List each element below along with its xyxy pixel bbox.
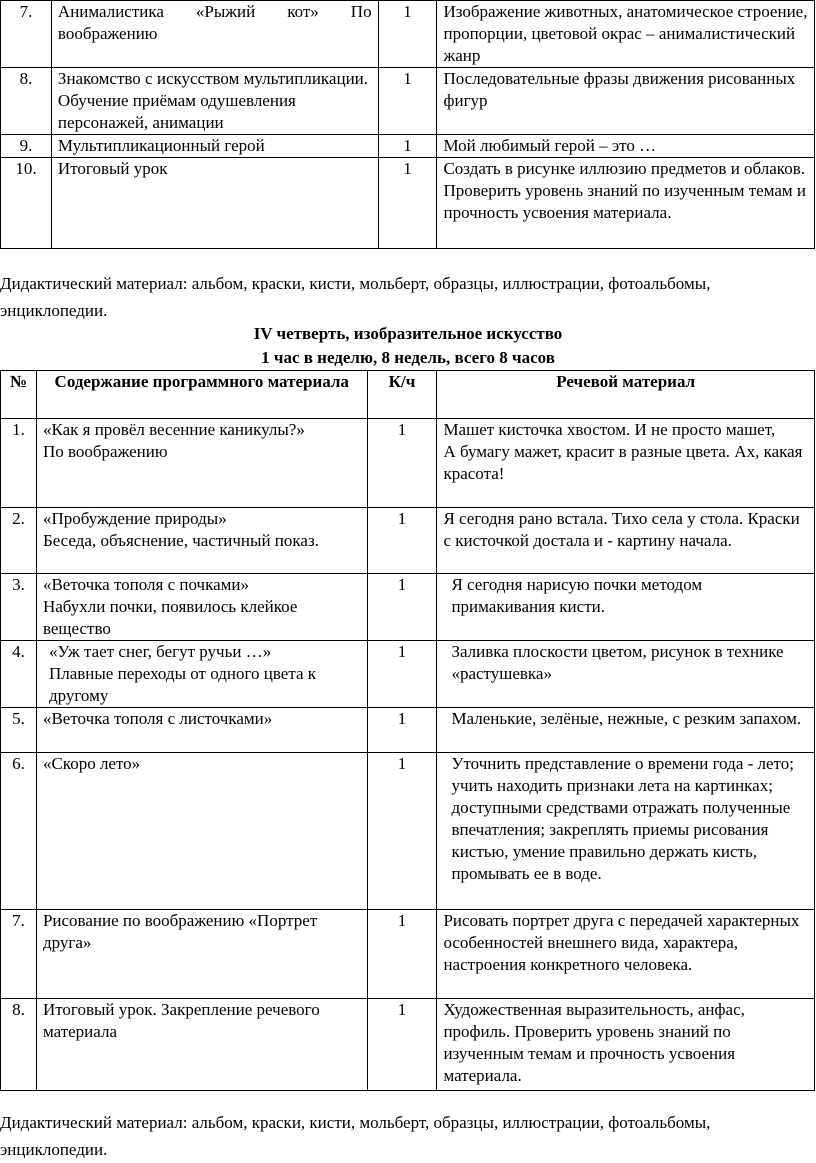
row-hours: 1 xyxy=(378,1,437,68)
row-number: 9. xyxy=(1,135,52,158)
row-number: 2. xyxy=(1,508,37,574)
row-hours: 1 xyxy=(367,574,437,641)
row-content: «Скоро лето» xyxy=(36,753,367,910)
row-speech: Я сегодня рано встала. Тихо села у стола. Краски с кисточкой достала и - картину начала. xyxy=(437,508,815,574)
header-speech: Речевой материал xyxy=(437,371,815,419)
row-speech: Создать в рисунке иллюзию предметов и облаков. Проверить уровень знаний по изученным темам и прочность усвоения материала. xyxy=(437,158,815,249)
didactic-material-note-2: Дидактический материал: альбом, краски, кисти, мольберт, образцы, иллюстрации, фотоальбомы, энциклопедии. xyxy=(0,1113,711,1159)
row-content: Мультипликационный герой xyxy=(51,135,378,158)
table-row xyxy=(1,753,815,910)
row-hours: 1 xyxy=(378,135,437,158)
row-hours: 1 xyxy=(367,419,437,508)
row-content: Рисование по воображению «Портрет друга» xyxy=(36,910,367,999)
table-row xyxy=(1,135,815,158)
row-hours: 1 xyxy=(367,708,437,753)
row-hours: 1 xyxy=(378,68,437,135)
header-hours: К/ч xyxy=(367,371,437,419)
table-row xyxy=(1,158,815,249)
row-number: 6. xyxy=(1,753,37,910)
row-content: Знакомство с искусством мультипликации. Обучение приёмам одушевления персонажей, анимации xyxy=(51,68,378,135)
row-hours: 1 xyxy=(367,999,437,1091)
row-speech: Машет кисточка хвостом. И не просто машет, А бумагу мажет, красит в разные цвета. Ах, какая красота! xyxy=(437,419,815,508)
row-content: «Как я провёл весенние каникулы?» По воображению xyxy=(36,419,367,508)
row-hours: 1 xyxy=(367,910,437,999)
row-content: «Пробуждение природы» Беседа, объяснение, частичный показ. xyxy=(36,508,367,574)
row-hours: 1 xyxy=(367,508,437,574)
lesson-table-top xyxy=(0,0,815,249)
row-hours: 1 xyxy=(367,641,437,708)
table-row xyxy=(1,419,815,508)
row-content: «Веточка тополя с листочками» xyxy=(36,708,367,753)
table-row xyxy=(1,708,815,753)
row-number: 5. xyxy=(1,708,37,753)
row-speech: Заливка плоскости цветом, рисунок в технике «растушевка» xyxy=(437,641,815,708)
row-speech: Уточнить представление о времени года - лето; учить находить признаки лета на картинках; доступными средствами отражать полученные впечатления; закреплять приемы рисования кистью, умение правильно держать кисть, промывать ее в воде. xyxy=(437,753,815,910)
table-row xyxy=(1,1,815,68)
row-number: 7. xyxy=(1,910,37,999)
row-number: 4. xyxy=(1,641,37,708)
row-content: Итоговый урок xyxy=(51,158,378,249)
didactic-material-note: Дидактический материал: альбом, краски, кисти, мольберт, образцы, иллюстрации, фотоальбомы, энциклопедии. xyxy=(0,274,711,320)
section-heading: IV четверть, изобразительное искусство xyxy=(253,324,563,343)
row-number: 10. xyxy=(1,158,52,249)
row-number: 1. xyxy=(1,419,37,508)
table-header-row xyxy=(1,371,815,419)
lesson-table-bottom xyxy=(0,370,815,1091)
row-number: 8. xyxy=(1,68,52,135)
row-speech: Мой любимый герой – это … xyxy=(437,135,815,158)
row-content: «Уж тает снег, бегут ручьи …» Плавные переходы от одного цвета к другому xyxy=(36,641,367,708)
row-speech: Маленькие, зелёные, нежные, с резким запахом. xyxy=(437,708,815,753)
table-row xyxy=(1,641,815,708)
header-content: Содержание программного материала xyxy=(36,371,367,419)
row-speech: Последовательные фразы движения рисованных фигур xyxy=(437,68,815,135)
row-speech: Я сегодня нарисую почки методом примакивания кисти. xyxy=(437,574,815,641)
row-hours: 1 xyxy=(367,753,437,910)
section-subheading: 1 час в неделю, 8 недель, всего 8 часов xyxy=(261,348,555,367)
row-number: 3. xyxy=(1,574,37,641)
table-row xyxy=(1,999,815,1091)
row-speech: Рисовать портрет друга с передачей характерных особенностей внешнего вида, характера, настроения конкретного человека. xyxy=(437,910,815,999)
row-content: Анималистика «Рыжий кот» По воображению xyxy=(51,1,378,68)
row-content: Итоговый урок. Закрепление речевого материала xyxy=(36,999,367,1091)
row-number: 8. xyxy=(1,999,37,1091)
table-row xyxy=(1,910,815,999)
table-row xyxy=(1,68,815,135)
table-row xyxy=(1,508,815,574)
row-number: 7. xyxy=(1,1,52,68)
row-content: «Веточка тополя с почками» Набухли почки, появилось клейкое вещество xyxy=(36,574,367,641)
row-speech: Изображение животных, анатомическое строение, пропорции, цветовой окрас – анималистический жанр xyxy=(437,1,815,68)
row-speech: Художественная выразительность, анфас, профиль. Проверить уровень знаний по изученным темам и прочность усвоения материала. xyxy=(437,999,815,1091)
table-row xyxy=(1,574,815,641)
row-hours: 1 xyxy=(378,158,437,249)
header-number: № xyxy=(1,371,37,419)
